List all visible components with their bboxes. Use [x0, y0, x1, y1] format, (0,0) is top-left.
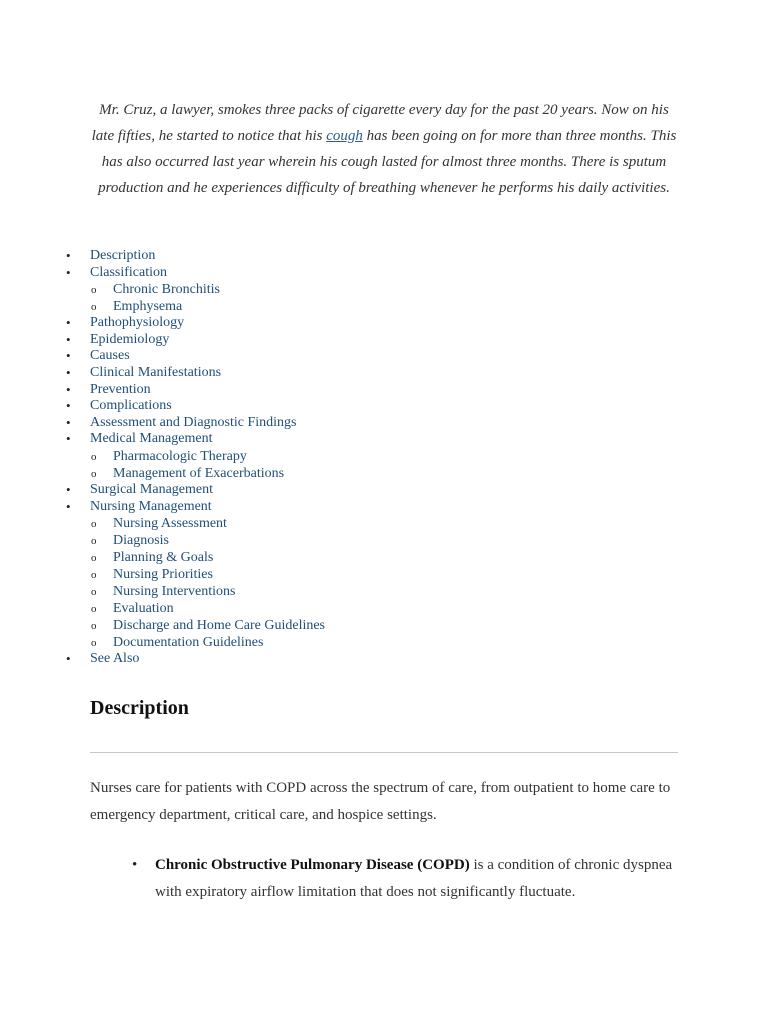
toc-item-clinical-manifestations: [90, 365, 325, 382]
toc-item-nursing-management: [90, 499, 325, 652]
toc-subitem-documentation-guidelines: [113, 634, 325, 651]
toc-subitem-discharge-and-home-care-guidelines: [113, 617, 325, 634]
toc-item-description: [90, 248, 325, 265]
toc-link-surgical-management[interactable]: Surgical Management: [90, 481, 213, 497]
toc-subitem-nursing-assessment: [113, 515, 325, 532]
toc-link-causes[interactable]: Causes: [90, 348, 130, 364]
toc-item-complications: [90, 398, 325, 415]
toc-item-pathophysiology: [90, 315, 325, 332]
case-study-text-end: has been going on for more than three months. This has also occurred last year wherein his cough lasted for almost three months. There is sputum production and he experiences difficulty of breathing whenever he performs his daily activities.: [98, 128, 677, 196]
toc-item-prevention: [90, 382, 325, 399]
toc-link-medical-management[interactable]: Medical Management: [90, 431, 213, 447]
toc-subitem-nursing-interventions: [113, 583, 325, 600]
toc-link-diagnosis[interactable]: Diagnosis: [113, 533, 169, 549]
toc-item-classification: [90, 265, 325, 316]
table-of-contents: [90, 248, 325, 668]
toc-item-epidemiology: [90, 332, 325, 349]
toc-subitem-evaluation: [113, 600, 325, 617]
toc-item-see-also: [90, 651, 325, 668]
cough-link[interactable]: cough: [326, 128, 363, 144]
toc-item-assessment-and-diagnostic-findings: [90, 415, 325, 432]
toc-item-causes: [90, 348, 325, 365]
toc-link-pathophysiology[interactable]: Pathophysiology: [90, 315, 185, 331]
toc-link-evaluation[interactable]: Evaluation: [113, 601, 174, 617]
toc-link-emphysema[interactable]: Emphysema: [113, 299, 183, 315]
toc-link-nursing-interventions[interactable]: Nursing Interventions: [113, 584, 236, 600]
toc-link-classification[interactable]: Classification: [90, 264, 167, 280]
toc-link-description[interactable]: Description: [90, 248, 156, 263]
toc-subitem-emphysema: [113, 298, 325, 315]
toc-link-assessment-and-diagnostic-findings[interactable]: Assessment and Diagnostic Findings: [90, 414, 297, 430]
toc-link-clinical-manifestations[interactable]: Clinical Manifestations: [90, 364, 222, 380]
description-heading: Description: [90, 697, 189, 719]
toc-link-chronic-bronchitis[interactable]: Chronic Bronchitis: [113, 282, 220, 298]
copd-term: Chronic Obstructive Pulmonary Disease (COPD): [155, 857, 470, 873]
toc-link-discharge-and-home-care-guidelines[interactable]: Discharge and Home Care Guidelines: [113, 618, 326, 634]
toc-item-surgical-management: [90, 482, 325, 499]
section-divider: [90, 752, 678, 753]
description-intro: Nurses care for patients with COPD across the spectrum of care, from outpatient to home care to emergency department, critical care, and hospice settings.: [90, 780, 671, 823]
toc-link-documentation-guidelines[interactable]: Documentation Guidelines: [113, 635, 264, 651]
toc-link-see-also[interactable]: See Also: [90, 651, 140, 667]
case-study-paragraph: [90, 97, 678, 201]
toc-link-nursing-assessment[interactable]: Nursing Assessment: [113, 516, 227, 532]
definition-list: [155, 852, 685, 906]
toc-subitem-nursing-priorities: [113, 566, 325, 583]
toc-sublist: [90, 515, 325, 651]
toc-subitem-planning-and-goals: [113, 549, 325, 566]
toc-link-planning-and-goals[interactable]: Planning & Goals: [113, 550, 214, 566]
toc-link-epidemiology[interactable]: Epidemiology: [90, 331, 170, 347]
toc-subitem-pharmacologic-therapy: [113, 448, 325, 465]
toc-item-medical-management: [90, 431, 325, 482]
toc-link-complications[interactable]: Complications: [90, 398, 172, 414]
case-study-text-start: Mr. Cruz, a lawyer, smokes three packs of cigarette every day for the past 20 years. Now on his late fifties, he started to notice that his: [91, 102, 669, 144]
toc-subitem-chronic-bronchitis: [113, 281, 325, 298]
toc-sublist: [90, 281, 325, 315]
toc-link-nursing-management[interactable]: Nursing Management: [90, 498, 212, 514]
list-item: [155, 852, 685, 906]
toc-link-prevention[interactable]: Prevention: [90, 381, 151, 397]
toc-link-management-of-exacerbations[interactable]: Management of Exacerbations: [113, 465, 285, 481]
toc-link-nursing-priorities[interactable]: Nursing Priorities: [113, 567, 213, 583]
copd-definition: is a condition of chronic dyspnea with expiratory airflow limitation that does not significantly fluctuate.: [155, 857, 673, 900]
toc-subitem-diagnosis: [113, 532, 325, 549]
toc-sublist: [90, 448, 325, 482]
toc-link-pharmacologic-therapy[interactable]: Pharmacologic Therapy: [113, 448, 247, 464]
toc-subitem-management-of-exacerbations: [113, 465, 325, 482]
